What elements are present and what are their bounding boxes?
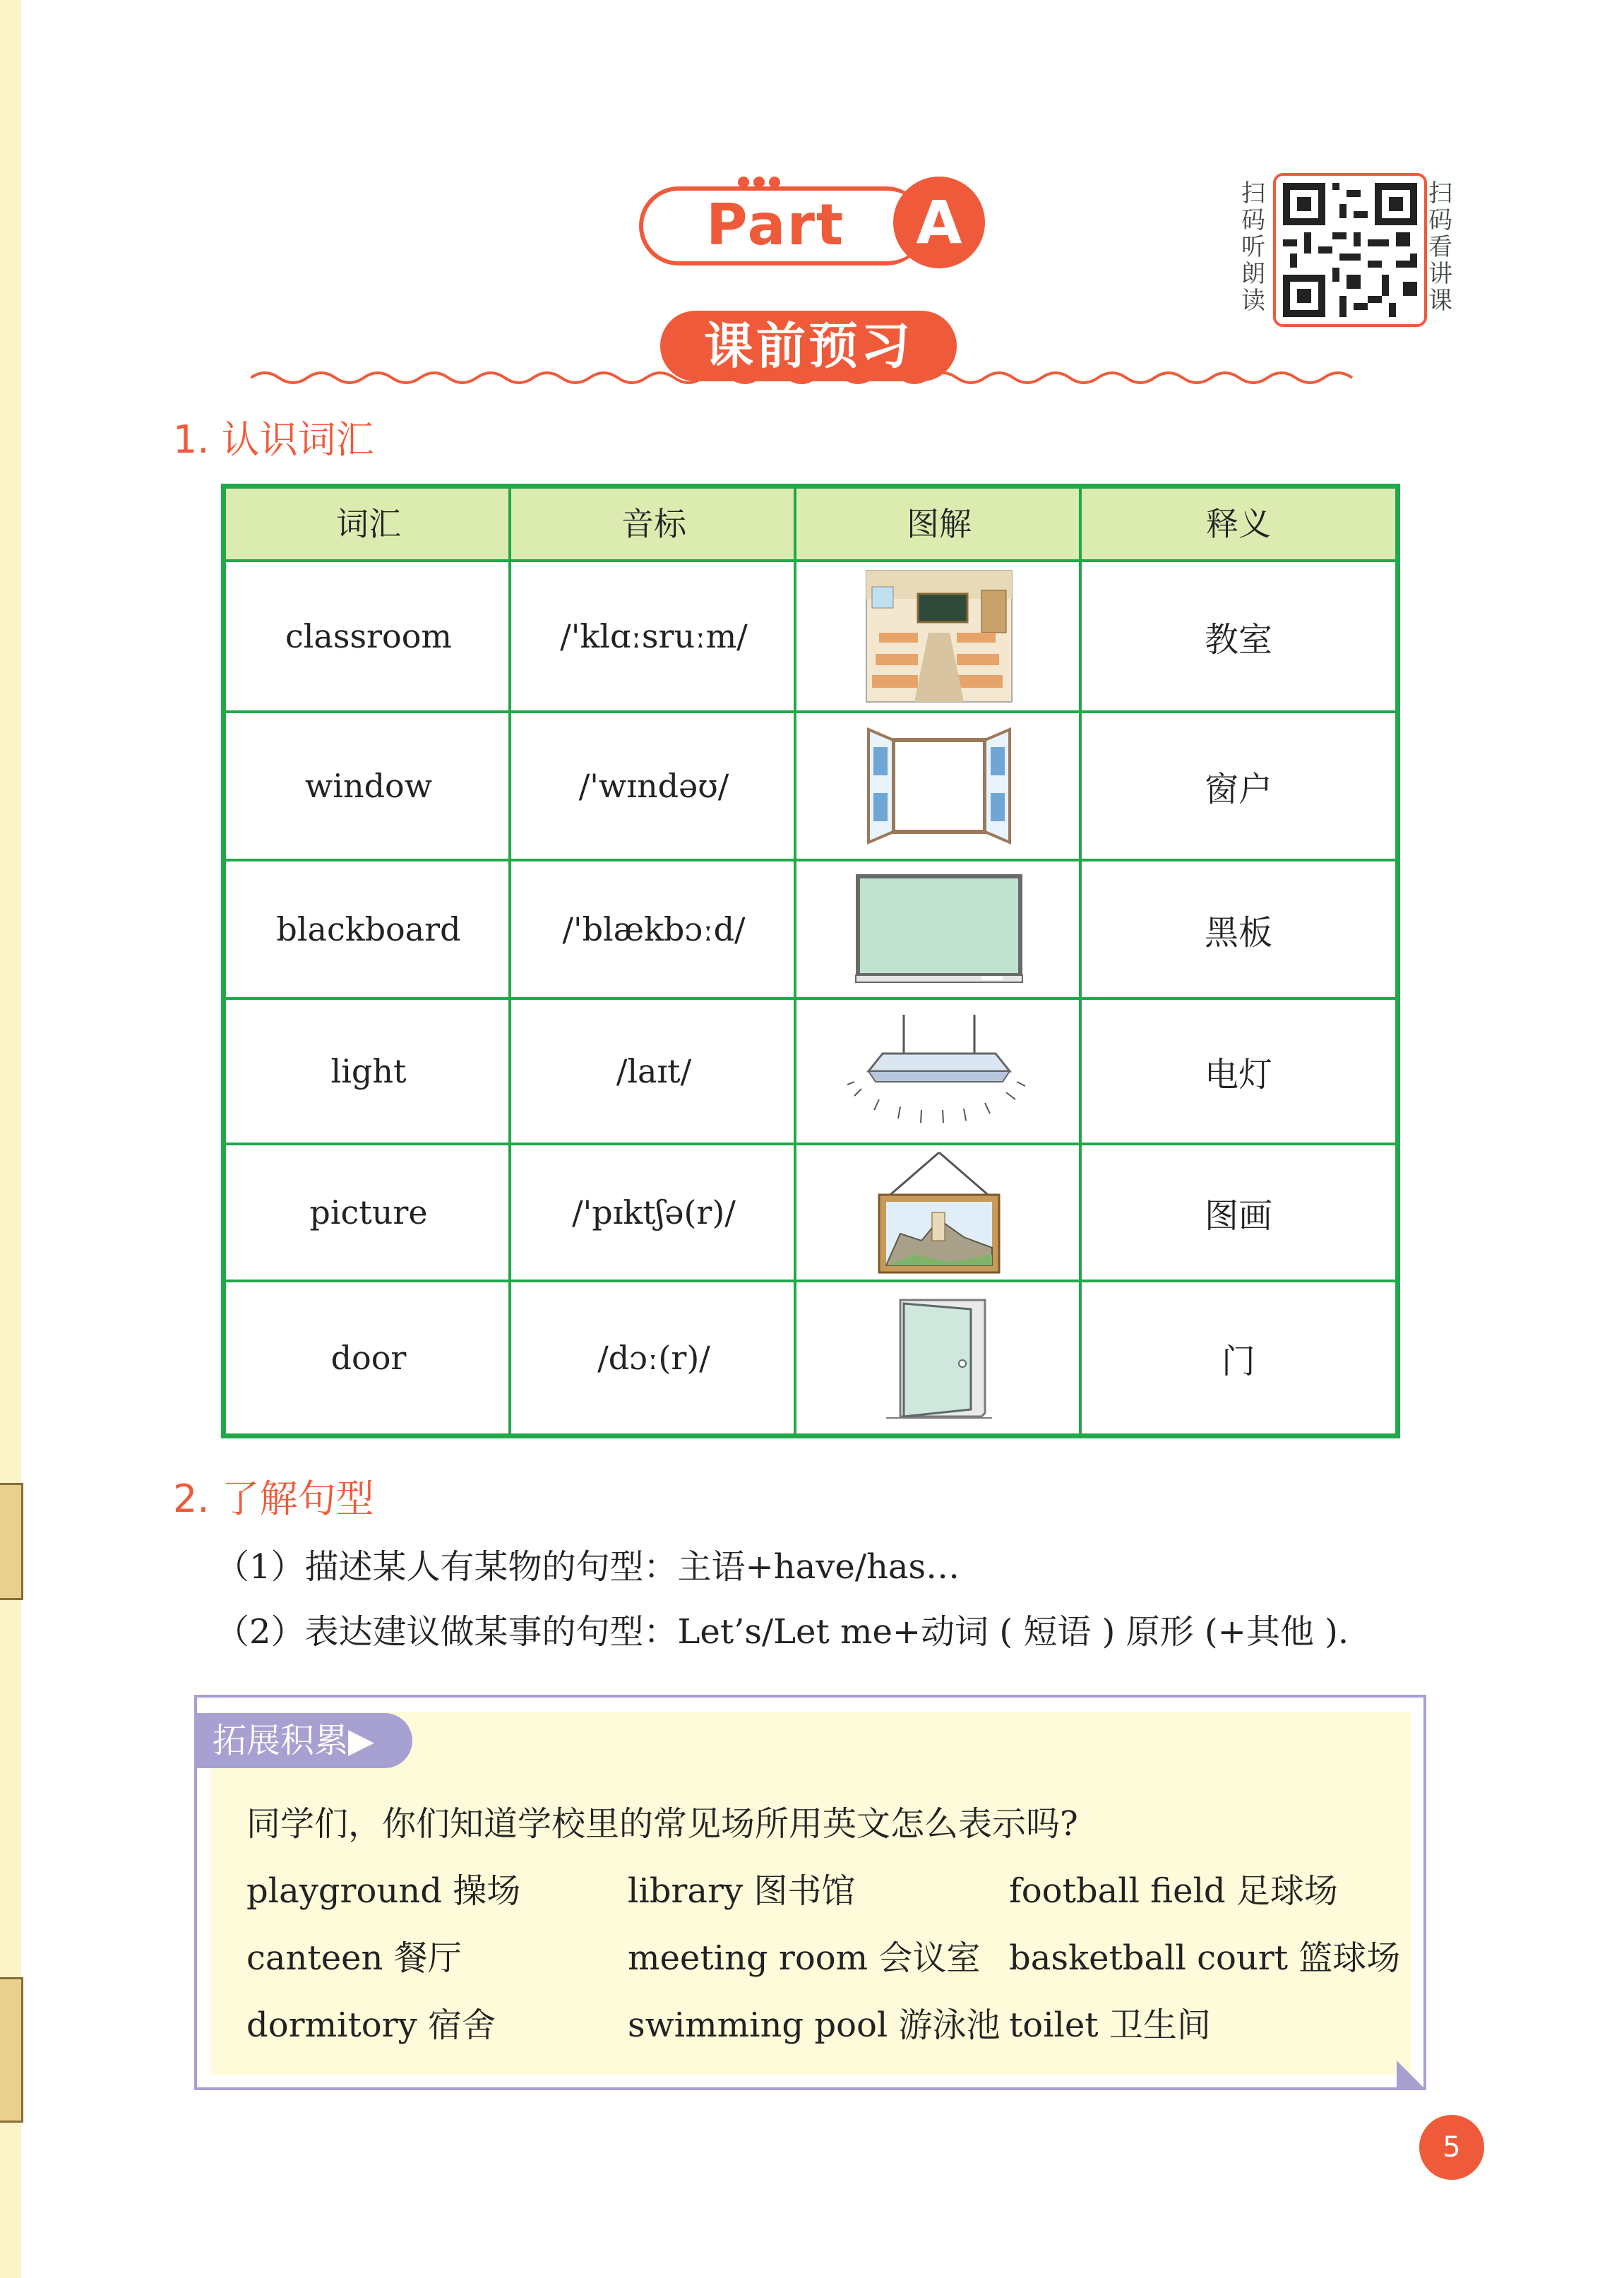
place-item: playground 操场 <box>246 1871 521 1911</box>
phonetic-cell: /dɔː(r)/ <box>597 1339 710 1377</box>
door-icon <box>886 1296 992 1420</box>
column-header: 图解 <box>907 505 972 543</box>
part-a-badge <box>639 177 985 268</box>
table-header <box>226 489 1395 562</box>
word-cell: blackboard <box>276 910 461 948</box>
word-cell: door <box>330 1339 407 1377</box>
place-item: toilet 卫生间 <box>1009 2005 1211 2045</box>
image-cell <box>796 562 1082 710</box>
sentence-pattern: （1）描述某人有某物的句型：主语+have/has… <box>215 1547 960 1587</box>
extension-question: 同学们，你们知道学校里的常见场所用英文怎么表示吗? <box>246 1804 1078 1844</box>
place-item: library 图书馆 <box>628 1871 856 1911</box>
image-cell <box>796 1145 1082 1280</box>
table-row <box>226 713 1395 861</box>
column-header: 音标 <box>621 505 686 543</box>
phonetic-cell: /'wɪndəʊ/ <box>578 767 729 805</box>
place-item: canteen 餐厅 <box>246 1938 462 1978</box>
left-decoration <box>0 1483 23 1600</box>
table-row <box>226 1000 1395 1145</box>
part-label: Part <box>706 192 845 258</box>
sentence-pattern: （2）表达建议做某事的句型：Let’s/Let me+动词 ( 短语 ) 原形 (+其他 ). <box>215 1612 1349 1652</box>
qr-code-icon[interactable] <box>1273 173 1427 327</box>
word-cell: light <box>330 1052 407 1090</box>
blackboard-icon <box>854 873 1024 986</box>
window-icon <box>865 726 1013 846</box>
qr-left-caption: 扫 码 听 朗 读 <box>1241 179 1265 315</box>
image-cell <box>796 861 1082 997</box>
meaning-cell: 教室 <box>1204 619 1272 660</box>
phonetic-cell: /laɪt/ <box>616 1052 692 1090</box>
column-header: 词汇 <box>336 505 401 543</box>
qr-right-caption: 扫 码 看 讲 课 <box>1428 179 1452 315</box>
image-cell <box>796 1000 1082 1143</box>
table-row <box>226 1145 1395 1282</box>
place-item: swimming pool 游泳池 <box>628 2005 1001 2045</box>
table-row <box>226 861 1395 1000</box>
image-cell <box>796 1282 1082 1433</box>
word-cell: window <box>304 767 433 805</box>
vocabulary-table <box>221 484 1400 1438</box>
phonetic-cell: /'klɑːsruːm/ <box>560 617 748 655</box>
place-item: dormitory 宿舍 <box>246 2005 496 2045</box>
word-cell: classroom <box>285 617 453 655</box>
part-letter: A <box>893 177 985 268</box>
word-cell: picture <box>309 1193 428 1232</box>
section2-heading: 2. 了解句型 <box>173 1477 374 1521</box>
meaning-cell: 门 <box>1221 1341 1255 1381</box>
place-item: football field 足球场 <box>1009 1871 1338 1911</box>
framed-picture-icon <box>872 1149 1006 1276</box>
extension-box <box>194 1695 1426 2090</box>
meaning-cell: 电灯 <box>1204 1054 1272 1095</box>
section-title: 课前预习 <box>660 311 957 381</box>
place-item: meeting room 会议室 <box>628 1938 981 1978</box>
column-header: 释义 <box>1206 505 1271 543</box>
place-item: basketball court 篮球场 <box>1009 1938 1401 1978</box>
image-cell <box>796 713 1082 859</box>
phonetic-cell: /'blækbɔːd/ <box>562 910 746 948</box>
meaning-cell: 窗户 <box>1204 769 1272 809</box>
qr-code-area[interactable] <box>1239 173 1458 325</box>
page-number: 5 <box>1419 2115 1484 2180</box>
phonetic-cell: /'pɪktʃə(r)/ <box>572 1193 736 1232</box>
column-divider <box>1079 489 1082 1433</box>
table-row <box>226 1282 1395 1433</box>
light-icon <box>847 1011 1031 1131</box>
page-fold-corner <box>1397 2061 1426 2090</box>
column-divider <box>794 489 796 1433</box>
classroom-icon <box>865 569 1013 703</box>
column-divider <box>508 489 511 1433</box>
extension-tag: 拓展积累▶ <box>197 1713 412 1768</box>
left-decoration <box>0 1977 23 2123</box>
section1-heading: 1. 认识词汇 <box>173 417 374 462</box>
left-margin-strip <box>0 0 21 2278</box>
part-dots <box>738 177 784 191</box>
meaning-cell: 黑板 <box>1204 912 1272 953</box>
meaning-cell: 图画 <box>1204 1195 1272 1236</box>
table-row <box>226 562 1395 713</box>
